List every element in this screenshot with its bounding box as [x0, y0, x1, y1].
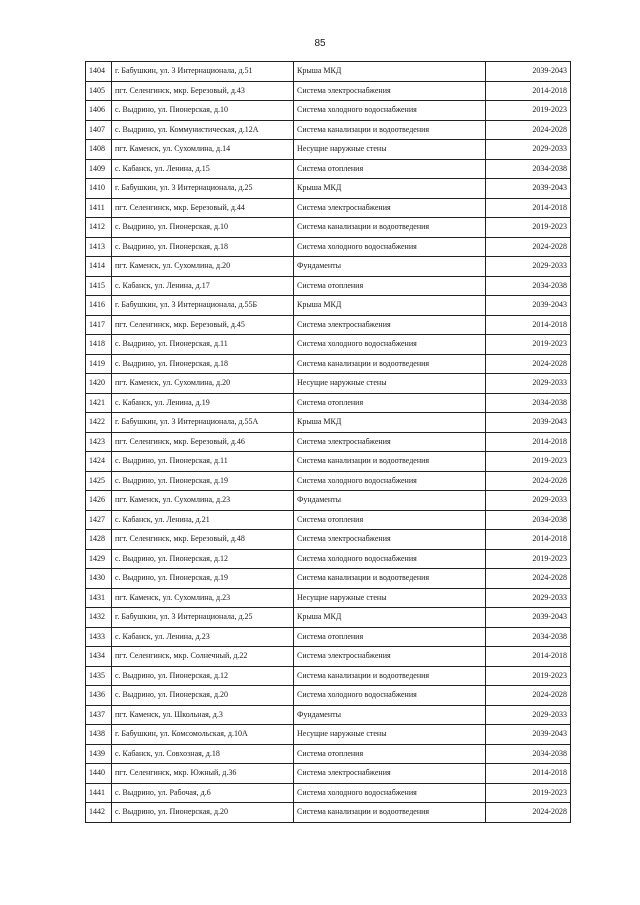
address-cell: с. Выдрино, ул. Пионерская, д.19: [112, 471, 294, 491]
repair-period-cell: 2014-2018: [486, 315, 571, 335]
building-system-cell: Фундаменты: [294, 257, 486, 277]
repair-period-cell: 2029-2033: [486, 257, 571, 277]
repair-period-cell: 2019-2023: [486, 783, 571, 803]
building-system-cell: Крыша МКД: [294, 608, 486, 628]
address-cell: г. Бабушкин, ул. 3 Интернационала, д.55Б: [112, 296, 294, 316]
address-cell: г. Бабушкин, ул. 3 Интернационала, д.25: [112, 608, 294, 628]
table-row: [86, 276, 571, 296]
repair-period-cell: 2019-2023: [486, 452, 571, 472]
repair-period-cell: 2029-2033: [486, 140, 571, 160]
building-system-cell: Система холодного водоснабжения: [294, 335, 486, 355]
address-cell: с. Кабанск, ул. Совхозная, д.18: [112, 744, 294, 764]
repair-period-cell: 2034-2038: [486, 627, 571, 647]
building-system-cell: Система электроснабжения: [294, 764, 486, 784]
row-number-cell: 1434: [86, 647, 112, 667]
row-number-cell: 1432: [86, 608, 112, 628]
row-number-cell: 1412: [86, 218, 112, 238]
building-system-cell: Фундаменты: [294, 491, 486, 511]
row-number-cell: 1433: [86, 627, 112, 647]
table-row: [86, 315, 571, 335]
row-number-cell: 1438: [86, 725, 112, 745]
row-number-cell: 1409: [86, 159, 112, 179]
building-system-cell: Система отопления: [294, 276, 486, 296]
address-cell: с. Выдрино, ул. Пионерская, д.18: [112, 354, 294, 374]
building-system-cell: Система канализации и водоотведения: [294, 569, 486, 589]
repair-period-cell: 2034-2038: [486, 276, 571, 296]
address-cell: г. Бабушкин, ул. 3 Интернационала, д.55А: [112, 413, 294, 433]
row-number-cell: 1440: [86, 764, 112, 784]
row-number-cell: 1426: [86, 491, 112, 511]
row-number-cell: 1411: [86, 198, 112, 218]
repair-period-cell: 2034-2038: [486, 393, 571, 413]
building-system-cell: Система электроснабжения: [294, 647, 486, 667]
address-cell: с. Выдрино, ул. Пионерская, д.11: [112, 335, 294, 355]
repair-period-cell: 2039-2043: [486, 296, 571, 316]
address-cell: с. Кабанск, ул. Ленина, д.23: [112, 627, 294, 647]
address-cell: пгт. Селенгинск, мкр. Южный, д.36: [112, 764, 294, 784]
address-cell: г. Бабушкин, ул. Комсомольская, д.10А: [112, 725, 294, 745]
table-row: [86, 627, 571, 647]
repair-period-cell: 2039-2043: [486, 179, 571, 199]
building-system-cell: Система отопления: [294, 627, 486, 647]
table-row: [86, 608, 571, 628]
building-system-cell: Система канализации и водоотведения: [294, 218, 486, 238]
building-system-cell: Несущие наружные стены: [294, 140, 486, 160]
row-number-cell: 1408: [86, 140, 112, 160]
building-system-cell: Система электроснабжения: [294, 315, 486, 335]
address-cell: пгт. Селенгинск, мкр. Березовый, д.48: [112, 530, 294, 550]
building-system-cell: Система отопления: [294, 510, 486, 530]
row-number-cell: 1404: [86, 62, 112, 82]
row-number-cell: 1406: [86, 101, 112, 121]
repair-period-cell: 2024-2028: [486, 120, 571, 140]
address-cell: с. Выдрино, ул. Пионерская, д.19: [112, 569, 294, 589]
address-cell: пгт. Селенгинск, мкр. Солнечный, д.22: [112, 647, 294, 667]
table-row: [86, 744, 571, 764]
table-row: [86, 62, 571, 82]
row-number-cell: 1405: [86, 81, 112, 101]
building-system-cell: Система отопления: [294, 393, 486, 413]
row-number-cell: 1435: [86, 666, 112, 686]
row-number-cell: 1414: [86, 257, 112, 277]
repair-period-cell: 2024-2028: [486, 354, 571, 374]
row-number-cell: 1422: [86, 413, 112, 433]
table-row: [86, 296, 571, 316]
building-system-cell: Система холодного водоснабжения: [294, 783, 486, 803]
row-number-cell: 1421: [86, 393, 112, 413]
address-cell: с. Выдрино, ул. Пионерская, д.10: [112, 218, 294, 238]
row-number-cell: 1430: [86, 569, 112, 589]
address-cell: с. Выдрино, ул. Рабочая, д.6: [112, 783, 294, 803]
row-number-cell: 1415: [86, 276, 112, 296]
building-system-cell: Крыша МКД: [294, 413, 486, 433]
repair-period-cell: 2034-2038: [486, 510, 571, 530]
repair-period-cell: 2014-2018: [486, 764, 571, 784]
table-row: [86, 413, 571, 433]
address-cell: пгт. Каменск, ул. Сухомлина, д.20: [112, 257, 294, 277]
table-row: [86, 764, 571, 784]
address-cell: с. Выдрино, ул. Пионерская, д.12: [112, 549, 294, 569]
table-row: [86, 588, 571, 608]
row-number-cell: 1416: [86, 296, 112, 316]
table-row: [86, 140, 571, 160]
repair-period-cell: 2039-2043: [486, 62, 571, 82]
address-cell: с. Выдрино, ул. Пионерская, д.18: [112, 237, 294, 257]
building-system-cell: Система канализации и водоотведения: [294, 120, 486, 140]
row-number-cell: 1442: [86, 803, 112, 823]
row-number-cell: 1428: [86, 530, 112, 550]
table-row: [86, 666, 571, 686]
page-number: 85: [314, 38, 326, 49]
building-system-cell: Система электроснабжения: [294, 81, 486, 101]
address-cell: пгт. Каменск, ул. Сухомлина, д.23: [112, 588, 294, 608]
repair-period-cell: 2039-2043: [486, 413, 571, 433]
table-row: [86, 257, 571, 277]
repair-period-cell: 2024-2028: [486, 686, 571, 706]
row-number-cell: 1417: [86, 315, 112, 335]
repair-period-cell: 2019-2023: [486, 666, 571, 686]
address-cell: пгт. Селенгинск, мкр. Березовый, д.43: [112, 81, 294, 101]
address-cell: с. Выдрино, ул. Коммунистическая, д.12А: [112, 120, 294, 140]
address-cell: г. Бабушкин, ул. 3 Интернационала, д.51: [112, 62, 294, 82]
address-cell: г. Бабушкин, ул. 3 Интернационала, д.25: [112, 179, 294, 199]
address-cell: с. Выдрино, ул. Пионерская, д.12: [112, 666, 294, 686]
repair-period-cell: 2019-2023: [486, 549, 571, 569]
table-row: [86, 549, 571, 569]
row-number-cell: 1424: [86, 452, 112, 472]
table-row: [86, 393, 571, 413]
table-row: [86, 705, 571, 725]
repair-period-cell: 2024-2028: [486, 471, 571, 491]
row-number-cell: 1431: [86, 588, 112, 608]
row-number-cell: 1419: [86, 354, 112, 374]
table-row: [86, 452, 571, 472]
table-row: [86, 471, 571, 491]
table-row: [86, 120, 571, 140]
table-row: [86, 218, 571, 238]
row-number-cell: 1413: [86, 237, 112, 257]
table-row: [86, 803, 571, 823]
table-row: [86, 101, 571, 121]
repair-period-cell: 2024-2028: [486, 237, 571, 257]
table-row: [86, 510, 571, 530]
table-row: [86, 647, 571, 667]
address-cell: с. Кабанск, ул. Ленина, д.21: [112, 510, 294, 530]
building-system-cell: Несущие наружные стены: [294, 374, 486, 394]
building-system-cell: Система холодного водоснабжения: [294, 101, 486, 121]
address-cell: с. Выдрино, ул. Пионерская, д.10: [112, 101, 294, 121]
repair-period-cell: 2024-2028: [486, 569, 571, 589]
table-row: [86, 725, 571, 745]
building-system-cell: Система электроснабжения: [294, 198, 486, 218]
building-system-cell: Система холодного водоснабжения: [294, 237, 486, 257]
row-number-cell: 1420: [86, 374, 112, 394]
building-system-cell: Фундаменты: [294, 705, 486, 725]
building-system-cell: Система отопления: [294, 159, 486, 179]
repair-period-cell: 2019-2023: [486, 218, 571, 238]
table-row: [86, 81, 571, 101]
building-system-cell: Система канализации и водоотведения: [294, 452, 486, 472]
repair-period-cell: 2039-2043: [486, 608, 571, 628]
building-system-cell: Крыша МКД: [294, 62, 486, 82]
address-cell: пгт. Каменск, ул. Сухомлина, д.20: [112, 374, 294, 394]
row-number-cell: 1439: [86, 744, 112, 764]
table-row: [86, 374, 571, 394]
table-row: [86, 530, 571, 550]
address-cell: с. Выдрино, ул. Пионерская, д.20: [112, 803, 294, 823]
building-system-cell: Система холодного водоснабжения: [294, 471, 486, 491]
repair-period-cell: 2014-2018: [486, 81, 571, 101]
address-cell: пгт. Селенгинск, мкр. Березовый, д.46: [112, 432, 294, 452]
building-system-cell: Система канализации и водоотведения: [294, 666, 486, 686]
address-cell: пгт. Каменск, ул. Сухомлина, д.14: [112, 140, 294, 160]
repair-period-cell: 2014-2018: [486, 530, 571, 550]
registry-table: [85, 61, 571, 823]
row-number-cell: 1427: [86, 510, 112, 530]
repair-period-cell: 2014-2018: [486, 198, 571, 218]
address-cell: пгт. Каменск, ул. Сухомлина, д.23: [112, 491, 294, 511]
table-row: [86, 686, 571, 706]
address-cell: пгт. Селенгинск, мкр. Березовый, д.44: [112, 198, 294, 218]
row-number-cell: 1418: [86, 335, 112, 355]
table-row: [86, 569, 571, 589]
repair-period-cell: 2029-2033: [486, 705, 571, 725]
building-system-cell: Несущие наружные стены: [294, 588, 486, 608]
table-row: [86, 354, 571, 374]
table-row: [86, 335, 571, 355]
repair-period-cell: 2014-2018: [486, 647, 571, 667]
address-cell: пгт. Каменск, ул. Школьная, д.3: [112, 705, 294, 725]
table-row: [86, 237, 571, 257]
row-number-cell: 1429: [86, 549, 112, 569]
table-row: [86, 198, 571, 218]
repair-period-cell: 2029-2033: [486, 374, 571, 394]
building-system-cell: Система электроснабжения: [294, 432, 486, 452]
row-number-cell: 1437: [86, 705, 112, 725]
repair-period-cell: 2029-2033: [486, 491, 571, 511]
address-cell: с. Кабанск, ул. Ленина, д.17: [112, 276, 294, 296]
repair-period-cell: 2029-2033: [486, 588, 571, 608]
table-row: [86, 783, 571, 803]
building-system-cell: Крыша МКД: [294, 179, 486, 199]
address-cell: с. Выдрино, ул. Пионерская, д.11: [112, 452, 294, 472]
table-row: [86, 491, 571, 511]
repair-period-cell: 2034-2038: [486, 159, 571, 179]
repair-period-cell: 2019-2023: [486, 101, 571, 121]
repair-period-cell: 2014-2018: [486, 432, 571, 452]
address-cell: с. Выдрино, ул. Пионерская, д.20: [112, 686, 294, 706]
row-number-cell: 1436: [86, 686, 112, 706]
row-number-cell: 1407: [86, 120, 112, 140]
building-system-cell: Система канализации и водоотведения: [294, 354, 486, 374]
table-row: [86, 159, 571, 179]
building-system-cell: Система отопления: [294, 744, 486, 764]
building-system-cell: Несущие наружные стены: [294, 725, 486, 745]
address-cell: с. Кабанск, ул. Ленина, д.19: [112, 393, 294, 413]
building-system-cell: Система холодного водоснабжения: [294, 549, 486, 569]
repair-period-cell: 2039-2043: [486, 725, 571, 745]
repair-period-cell: 2024-2028: [486, 803, 571, 823]
row-number-cell: 1423: [86, 432, 112, 452]
building-system-cell: Система электроснабжения: [294, 530, 486, 550]
address-cell: с. Кабанск, ул. Ленина, д.15: [112, 159, 294, 179]
repair-period-cell: 2019-2023: [486, 335, 571, 355]
registry-table-body: [86, 62, 571, 823]
row-number-cell: 1425: [86, 471, 112, 491]
row-number-cell: 1410: [86, 179, 112, 199]
building-system-cell: Система холодного водоснабжения: [294, 686, 486, 706]
repair-period-cell: 2034-2038: [486, 744, 571, 764]
row-number-cell: 1441: [86, 783, 112, 803]
table-row: [86, 179, 571, 199]
building-system-cell: Крыша МКД: [294, 296, 486, 316]
building-system-cell: Система канализации и водоотведения: [294, 803, 486, 823]
address-cell: пгт. Селенгинск, мкр. Березовый, д.45: [112, 315, 294, 335]
table-row: [86, 432, 571, 452]
